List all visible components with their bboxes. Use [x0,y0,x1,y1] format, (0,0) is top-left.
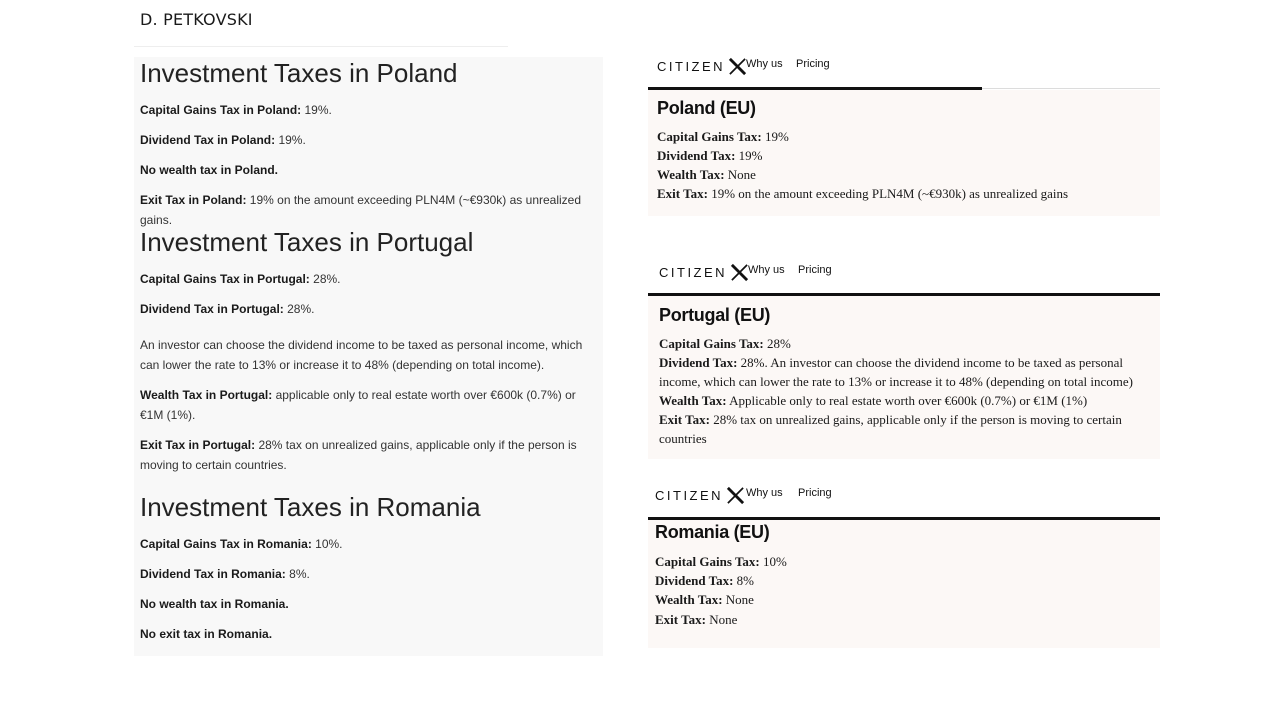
exit-row [659,410,1151,448]
label: No exit tax in Romania. [140,627,273,641]
x-mark-icon [726,486,745,505]
portugal-exit [140,435,596,475]
portugal-dividend-note: An investor can choose the dividend income to be taxed as personal income, which can lower the rate to 13% or increase it to 48% (depending on total income). [140,338,583,372]
citizenx-logo[interactable] [655,485,745,505]
label: Exit Tax: [655,612,706,627]
label: Wealth Tax: [657,167,725,182]
nav-pricing[interactable]: Pricing [798,264,832,276]
nav-why-us[interactable]: Why us [746,487,783,499]
portugal-wealth [140,385,596,425]
value: 28% tax on unrealized gains, applicable only if the person is moving to certain countries. [140,438,577,472]
citizenx-card-poland [648,56,1160,216]
value: 10%. [311,537,343,551]
capital-gains-row [659,334,791,353]
poland-dividend [140,130,596,150]
value: 8% [733,573,754,588]
citizenx-card-portugal [648,262,1160,459]
card-title: Romania (EU) [655,522,770,542]
nav-pricing[interactable]: Pricing [796,58,830,70]
poland-wealth [140,160,596,180]
article-panel [134,57,603,656]
nav-why-us[interactable]: Why us [746,58,783,70]
label: Exit Tax in Portugal: [140,438,256,452]
label: Capital Gains Tax: [657,129,762,144]
value: None [705,612,738,627]
x-mark-icon [730,263,749,282]
exit-row [655,610,737,629]
label: Dividend Tax in Portugal: [140,302,284,316]
label: No wealth tax in Poland. [140,163,279,177]
exit-row [657,184,1152,203]
label: Exit Tax in Poland: [140,193,247,207]
capital-gains-row [657,127,789,146]
wealth-row [659,391,1087,410]
label: Dividend Tax: [659,355,738,370]
label: Capital Gains Tax in Portugal: [140,272,310,286]
citizenx-logo[interactable] [659,262,749,282]
value: 8%. [285,567,310,581]
logo-text: CITIZEN [657,58,726,74]
value: 19% [761,129,789,144]
logo-text: CITIZEN [659,264,728,280]
label: Exit Tax: [659,412,710,427]
value: 19% on the amount exceeding PLN4M (~€930k) as unrealized gains. [140,193,582,227]
label: No wealth tax in Romania. [140,597,289,611]
citizenx-card-romania [648,485,1160,648]
citizenx-logo[interactable] [657,56,747,76]
card-body [648,296,1160,459]
card-title: Portugal (EU) [659,305,771,325]
romania-capital-gains [140,534,596,554]
romania-dividend [140,564,596,584]
header-divider [134,46,508,47]
brand-initial: D. [140,10,158,29]
value: 28% [763,336,791,351]
nav-why-us[interactable]: Why us [748,264,785,276]
value: 19%. [301,103,332,117]
label: Wealth Tax: [659,393,727,408]
section-title-poland: Investment Taxes in Poland [140,58,458,88]
value: None [724,167,756,182]
label: Capital Gains Tax in Romania: [140,537,312,551]
value: 19% on the amount exceeding PLN4M (~€930k) as unrealized gains [707,186,1069,201]
value: 19% [735,148,763,163]
value: None [722,592,754,607]
value: 28%. An investor can choose the dividend income to be taxed as personal income, which can lower the rate to 13% or increase it to 48% (depending on total income) [659,355,1133,389]
poland-capital-gains [140,100,596,120]
value: applicable only to real estate worth over €600k (0.7%) or €1M (1%). [140,388,576,422]
value: 10% [759,554,787,569]
portugal-capital-gains [140,269,596,289]
label: Exit Tax: [657,186,708,201]
x-mark-icon [728,57,747,76]
site-brand[interactable] [140,10,253,29]
card-title: Poland (EU) [657,98,756,118]
dividend-row [657,146,763,165]
label: Capital Gains Tax: [655,554,760,569]
romania-wealth [140,594,596,614]
label: Dividend Tax: [655,573,734,588]
card-body [648,520,1160,648]
label: Dividend Tax in Poland: [140,133,276,147]
value: Applicable only to real estate worth over €600k (0.7%) or €1M (1%) [726,393,1088,408]
brand-name: PETKOVSKI [163,10,253,29]
portugal-dividend [140,299,596,319]
label: Capital Gains Tax: [659,336,764,351]
capital-gains-row [655,552,787,571]
dividend-row [659,353,1151,391]
label: Capital Gains Tax in Poland: [140,103,302,117]
card-body [648,90,1160,216]
citizenx-header [648,485,1160,515]
nav-pricing[interactable]: Pricing [798,487,832,499]
value: 19%. [275,133,306,147]
romania-exit [140,624,596,644]
label: Dividend Tax: [657,148,736,163]
label: Wealth Tax: [655,592,723,607]
value: 28% tax on unrealized gains, applicable only if the person is moving to certain countries [659,412,1122,446]
poland-exit [140,190,596,230]
wealth-row [657,165,756,184]
value: 28%. [309,272,341,286]
section-title-romania: Investment Taxes in Romania [140,492,481,522]
section-title-portugal: Investment Taxes in Portugal [140,227,474,257]
citizenx-header [648,56,1160,86]
value: 28%. [283,302,315,316]
dividend-row [655,571,754,590]
wealth-row [655,590,754,609]
citizenx-header [648,262,1160,292]
logo-text: CITIZEN [655,487,724,503]
label: Wealth Tax in Portugal: [140,388,273,402]
label: Dividend Tax in Romania: [140,567,286,581]
